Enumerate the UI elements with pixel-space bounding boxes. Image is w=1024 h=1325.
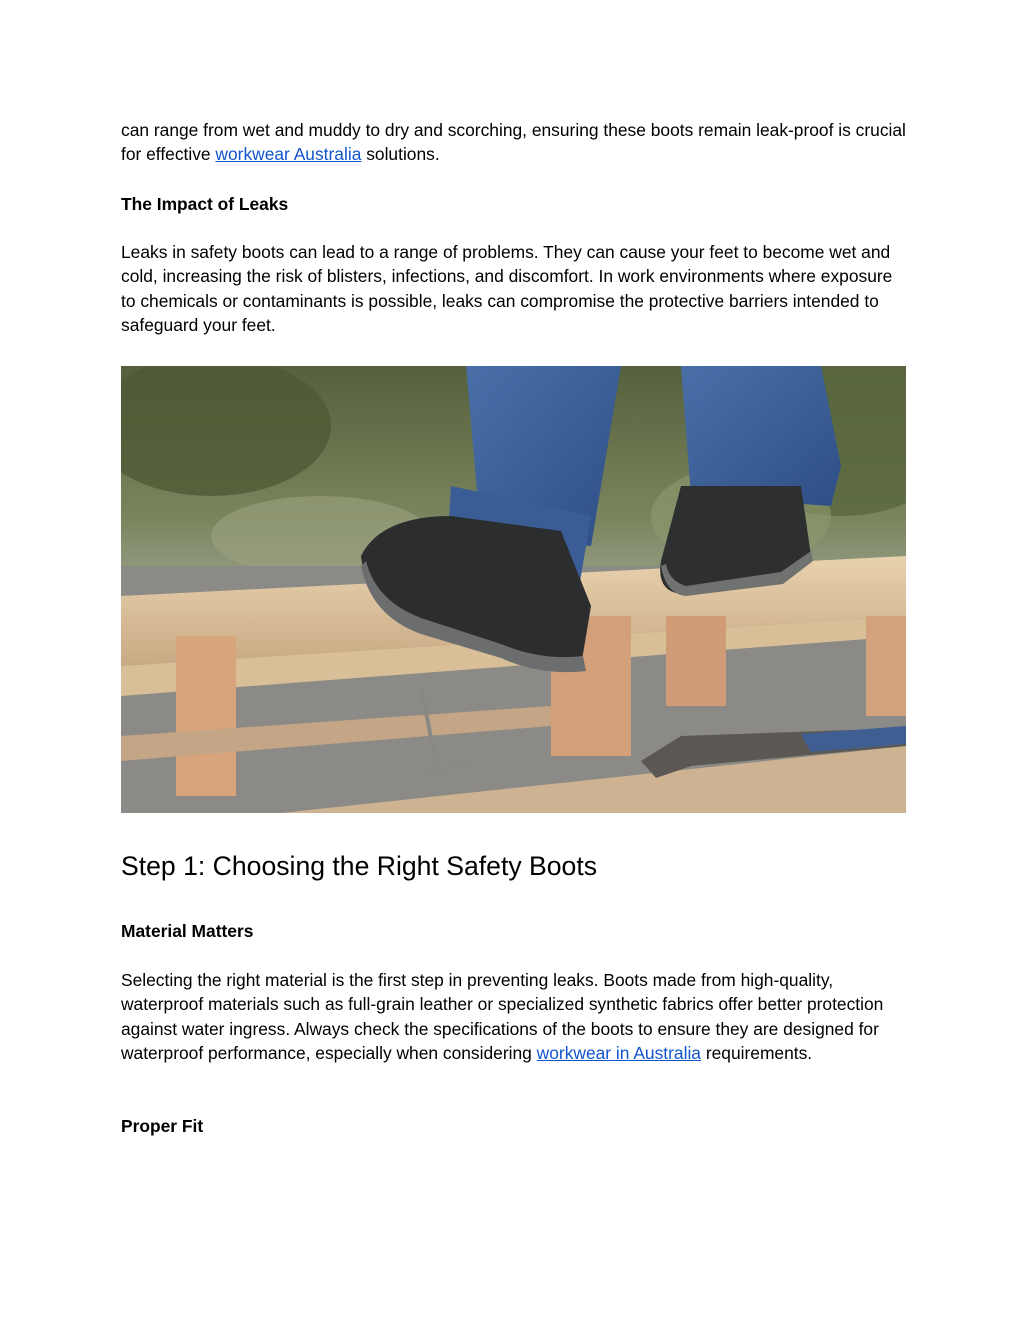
impact-heading: The Impact of Leaks bbox=[121, 194, 289, 214]
proper-fit-heading: Proper Fit bbox=[121, 1116, 204, 1136]
material-text: Selecting the right material is the first step in preventing leaks. Boots made from high-quality, waterproof materials such as full-grain leather or specialized synthetic fabrics offer better protection against water ingress. Always check the specifications of the boots to ensure they are designed for waterproof performance, especially when considering bbox=[121, 970, 884, 1064]
workwear-in-australia-link[interactable]: workwear in Australia bbox=[536, 1043, 701, 1064]
impact-paragraph: Leaks in safety boots can lead to a range of problems. They can cause your feet to become wet and cold, increasing the risk of blisters, infections, and discomfort. In work environments where exposure to chemicals or contaminants is possible, leaks can compromise the protective barriers intended to safeguard your feet. bbox=[121, 242, 893, 336]
step1-heading: Step 1: Choosing the Right Safety Boots bbox=[121, 851, 598, 881]
material-heading: Material Matters bbox=[121, 921, 254, 941]
intro-text: can range from wet and muddy to dry and scorching, ensuring these boots remain leak-proof is crucial for effective bbox=[121, 120, 906, 165]
material-paragraph bbox=[121, 968, 911, 1066]
workwear-australia-link[interactable]: workwear Australia bbox=[215, 144, 362, 165]
material-text-end: requirements. bbox=[700, 1043, 813, 1064]
safety-boot-photo bbox=[121, 366, 906, 813]
intro-text-end: solutions. bbox=[361, 144, 440, 165]
intro-paragraph bbox=[121, 118, 911, 167]
